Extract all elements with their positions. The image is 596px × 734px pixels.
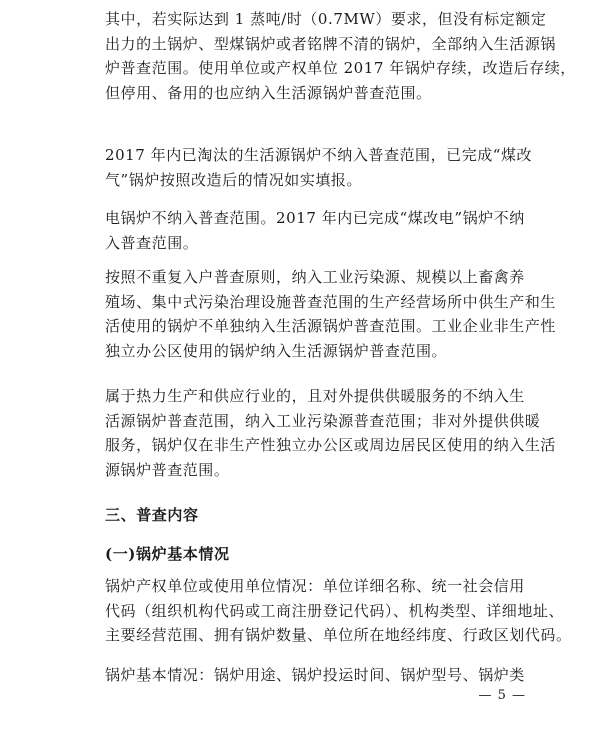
- text-line: 炉普查范围。使用单位或产权单位 2017 年锅炉存续，改造后存续，: [105, 59, 576, 77]
- text-line: 出力的土锅炉、型煤锅炉或者铭牌不清的锅炉，全部纳入生活源锅: [105, 34, 556, 53]
- text-line: 源锅炉普查范围。: [105, 460, 230, 479]
- text-line: 属于热力生产和供应行业的，且对外提供供暖服务的不纳入生: [105, 387, 525, 405]
- text-line: 气”锅炉按照改造后的情况如实填报。: [105, 170, 363, 189]
- text-line: 独立办公区使用的锅炉纳入生活源锅炉普查范围。: [105, 341, 448, 360]
- text-line: 2017 年内已淘汰的生活源锅炉不纳入普查范围，已完成“煤改: [105, 146, 533, 164]
- text-line: 活使用的锅炉不单独纳入生活源锅炉普查范围。工业企业非生产性: [105, 317, 556, 335]
- text-line: 殖场、集中式污染治理设施普查范围的生产经营场所中供生产和生: [105, 292, 556, 311]
- text-line: 锅炉产权单位或使用单位情况：单位详细名称、统一社会信用: [105, 577, 525, 595]
- paragraph-electric-boilers: [105, 206, 525, 255]
- paragraph-unit-info: [105, 574, 572, 648]
- text-line: 服务，锅炉仅在非生产性独立办公区或周边居民区使用的纳入生活: [105, 436, 556, 454]
- text-line: 活源锅炉普查范围，纳入工业污染源普查范围；非对外提供供暖: [105, 411, 541, 430]
- paragraph-boiler-scope-1: [105, 7, 576, 105]
- paragraph-heating-industry: [105, 384, 556, 482]
- subsection-heading: (一)锅炉基本情况: [105, 545, 230, 563]
- paragraph-boiler-basic-info: [105, 663, 525, 688]
- text-line: 按照不重复入户普查原则，纳入工业污染源、规模以上畜禽养: [105, 268, 525, 286]
- text-line: 主要经营范围、拥有锅炉数量、单位所在地经纬度、行政区划代码。: [105, 626, 572, 644]
- text-line: 代码（组织机构代码或工商注册登记代码）、机构类型、详细地址、: [105, 601, 565, 620]
- section-heading: 三、普查内容: [105, 506, 199, 524]
- paragraph-eliminated-boilers: [105, 143, 533, 192]
- paragraph-no-duplicate-survey: [105, 265, 556, 363]
- text-line: 但停用、备用的也应纳入生活源锅炉普查范围。: [105, 83, 432, 102]
- text-line: 电锅炉不纳入普查范围。2017 年内已完成“煤改电”锅炉不纳: [105, 209, 525, 227]
- page-number: — 5 —: [478, 688, 526, 703]
- text-line: 锅炉基本情况：锅炉用途、锅炉投运时间、锅炉型号、锅炉类: [105, 666, 525, 684]
- text-line: 入普查范围。: [105, 233, 199, 252]
- text-line: 其中，若实际达到 1 蒸吨/时（0.7MW）要求，但没有标定额定: [105, 10, 547, 28]
